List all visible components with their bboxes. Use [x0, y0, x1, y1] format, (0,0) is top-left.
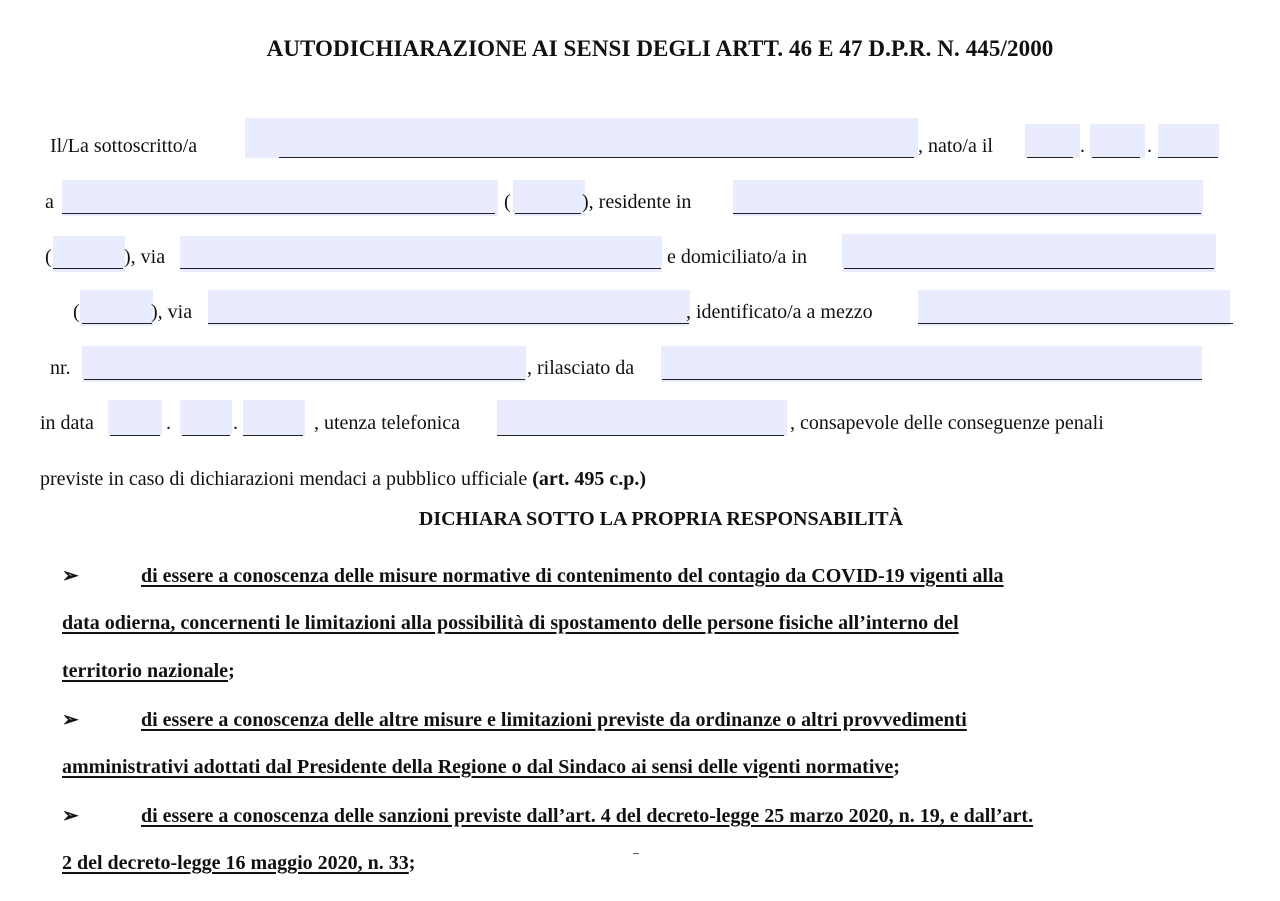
bullet-1-line-2: data odierna, concernenti le limitazioni alla possibilità di spostamento delle persone fisiche all’interno del	[62, 612, 959, 634]
bullet-2-line-2-text: amministrativi adottati dal Presidente della Regione o dal Sindaco ai sensi delle vigenti normative	[62, 756, 894, 778]
label-utenza: , utenza telefonica	[314, 412, 461, 434]
name-underline	[279, 157, 914, 158]
residence-province-underline	[53, 268, 123, 269]
label-nato-il: , nato/a il	[918, 135, 993, 157]
label-open-paren: (	[504, 191, 511, 213]
bullet-arrow-icon: ➢	[62, 565, 79, 587]
domicile-province-underline	[82, 323, 152, 324]
bullet-1-line-1: di essere a conoscenza delle misure normative di contenimento del contagio da COVID-19 vigenti alla	[141, 565, 1004, 587]
document-title: AUTODICHIARAZIONE AI SENSI DEGLI ARTT. 46 E 47 D.P.R. N. 445/2000	[266, 36, 1054, 61]
bullet-3-end: ;	[408, 852, 416, 874]
dot-separator: .	[1147, 135, 1152, 157]
section-title: DICHIARA SOTTO LA PROPRIA RESPONSABILITÀ	[418, 508, 904, 530]
domicile-city-field[interactable]	[842, 234, 1216, 272]
name-field[interactable]	[245, 118, 918, 158]
stray-mark	[633, 853, 639, 854]
id-number-underline	[84, 379, 525, 380]
label-open-paren: (	[45, 246, 52, 268]
phone-underline	[497, 435, 784, 436]
bullet-3-line-1: di essere a conoscenza delle sanzioni previste dall’art. 4 del decreto-legge 25 marzo 2020, n. 19, e dall’art.	[141, 805, 1034, 827]
birth-month-field[interactable]	[1090, 124, 1145, 158]
previste-text: previste in caso di dichiarazioni mendaci a pubblico ufficiale	[40, 468, 528, 490]
bullet-arrow-icon: ➢	[62, 709, 79, 731]
label-a: a	[45, 191, 54, 213]
issue-month-underline	[182, 435, 230, 436]
birth-province-field[interactable]	[513, 180, 585, 216]
bullet-3-line-2	[62, 851, 415, 875]
label-domiciliato: e domiciliato/a in	[667, 246, 807, 268]
bullet-2-line-2	[62, 755, 900, 779]
residence-street-field[interactable]	[180, 236, 662, 272]
issue-day-field[interactable]	[108, 400, 162, 436]
bullet-1-end: ;	[228, 660, 235, 682]
birthplace-field[interactable]	[62, 180, 498, 216]
birth-province-underline	[515, 213, 581, 214]
label-in-data: in data	[40, 412, 94, 434]
bullet-1-line-3-text: territorio nazionale	[62, 660, 229, 682]
domicile-province-field[interactable]	[80, 290, 153, 326]
birth-year-underline	[1158, 157, 1218, 158]
issued-by-field[interactable]	[661, 346, 1202, 382]
bullet-1-line-3	[62, 659, 235, 683]
dot-separator: .	[1080, 135, 1085, 157]
label-open-paren: (	[73, 301, 80, 323]
issued-by-underline	[662, 379, 1202, 380]
bullet-3-line-2-text: 2 del decreto-legge 16 maggio 2020, n. 33	[62, 852, 409, 874]
birth-day-field[interactable]	[1025, 124, 1080, 158]
domicile-street-underline	[208, 323, 689, 324]
label-previste	[40, 467, 646, 491]
dot-separator: .	[166, 412, 171, 434]
birthplace-underline	[62, 213, 495, 214]
id-document-underline	[918, 323, 1233, 324]
label-nr: nr.	[50, 357, 71, 379]
issue-year-field[interactable]	[243, 400, 305, 436]
residence-city-underline	[733, 213, 1201, 214]
art-495-reference: (art. 495 c.p.)	[532, 468, 647, 490]
label-via-2: ), via	[151, 301, 193, 323]
birth-month-underline	[1092, 157, 1140, 158]
residence-province-field[interactable]	[53, 236, 125, 272]
domicile-street-field[interactable]	[208, 290, 690, 326]
bullet-2-line-1: di essere a conoscenza delle altre misure e limitazioni previste da ordinanze o altri provvedimenti	[141, 709, 967, 731]
issue-day-underline	[110, 435, 160, 436]
phone-field[interactable]	[497, 400, 787, 436]
label-rilasciato: , rilasciato da	[527, 357, 635, 379]
label-consapevole: , consapevole delle conseguenze penali	[790, 412, 1104, 434]
issue-month-field[interactable]	[180, 400, 232, 436]
birth-day-underline	[1027, 157, 1073, 158]
label-identificato: , identificato/a a mezzo	[686, 301, 873, 323]
bullet-2-end: ;	[893, 756, 900, 778]
label-sottoscritto: Il/La sottoscritto/a	[50, 135, 198, 157]
label-via-1: ), via	[124, 246, 166, 268]
id-number-field[interactable]	[82, 346, 526, 382]
domicile-city-underline	[844, 268, 1214, 269]
issue-year-underline	[243, 435, 303, 436]
birth-year-field[interactable]	[1158, 124, 1219, 158]
dot-separator: .	[233, 412, 238, 434]
label-residente: ), residente in	[582, 191, 692, 213]
residence-street-underline	[180, 268, 661, 269]
residence-city-field[interactable]	[733, 180, 1203, 216]
bullet-arrow-icon: ➢	[62, 805, 79, 827]
id-document-field[interactable]	[918, 290, 1230, 326]
